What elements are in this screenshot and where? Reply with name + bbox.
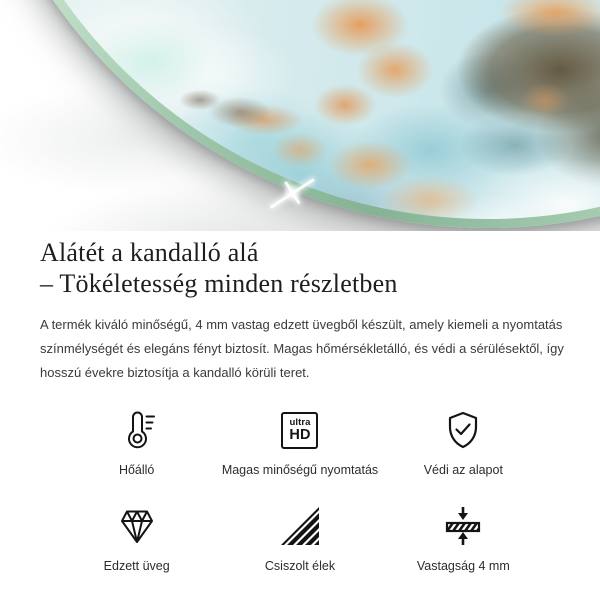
feature-label: Vastagság 4 mm	[416, 559, 510, 573]
sparkle-glow	[278, 179, 306, 207]
feature-protects-base	[382, 407, 545, 477]
beveled-edges-icon	[278, 503, 322, 549]
product-image	[0, 0, 600, 231]
features-grid	[40, 407, 560, 573]
feature-tempered-glass	[55, 503, 218, 573]
feature-label: Védi az alapot	[423, 463, 503, 477]
feature-print-quality	[218, 407, 381, 477]
feature-thickness	[382, 503, 545, 573]
product-description: A termék kiváló minőségű, 4 mm vastag edzett üvegből készült, amely kiemeli a nyomtatás színmélységét és elegáns fényt biztosít. Magas hőmérsékletálló, és védi a sérülésektől, így hosszú évekre biztosítja a kandalló körüli teret.	[40, 317, 564, 380]
feature-label: Magas minőségű nyomtatás	[221, 463, 379, 477]
feature-label: Csiszolt élek	[264, 559, 336, 573]
page-title	[40, 237, 560, 299]
thickness-icon	[441, 503, 485, 549]
ultra-hd-badge	[281, 412, 318, 449]
feature-heat-resistant	[55, 407, 218, 477]
ultra-hd-text-top: ultra	[289, 416, 311, 428]
feature-polished-edges	[218, 503, 381, 573]
thermometer-icon	[115, 407, 159, 453]
feature-label: Hőálló	[118, 463, 155, 477]
feature-label: Edzett üveg	[103, 559, 170, 573]
title-line-2: – Tökéletesség minden részletben	[40, 269, 398, 298]
shield-check-icon	[441, 407, 485, 453]
ultra-hd-text-bottom: HD	[289, 427, 311, 443]
title-line-1: Alátét a kandalló alá	[40, 238, 259, 267]
diamond-icon	[115, 503, 159, 549]
ultra-hd-icon	[281, 407, 318, 453]
product-info-section	[0, 231, 600, 573]
